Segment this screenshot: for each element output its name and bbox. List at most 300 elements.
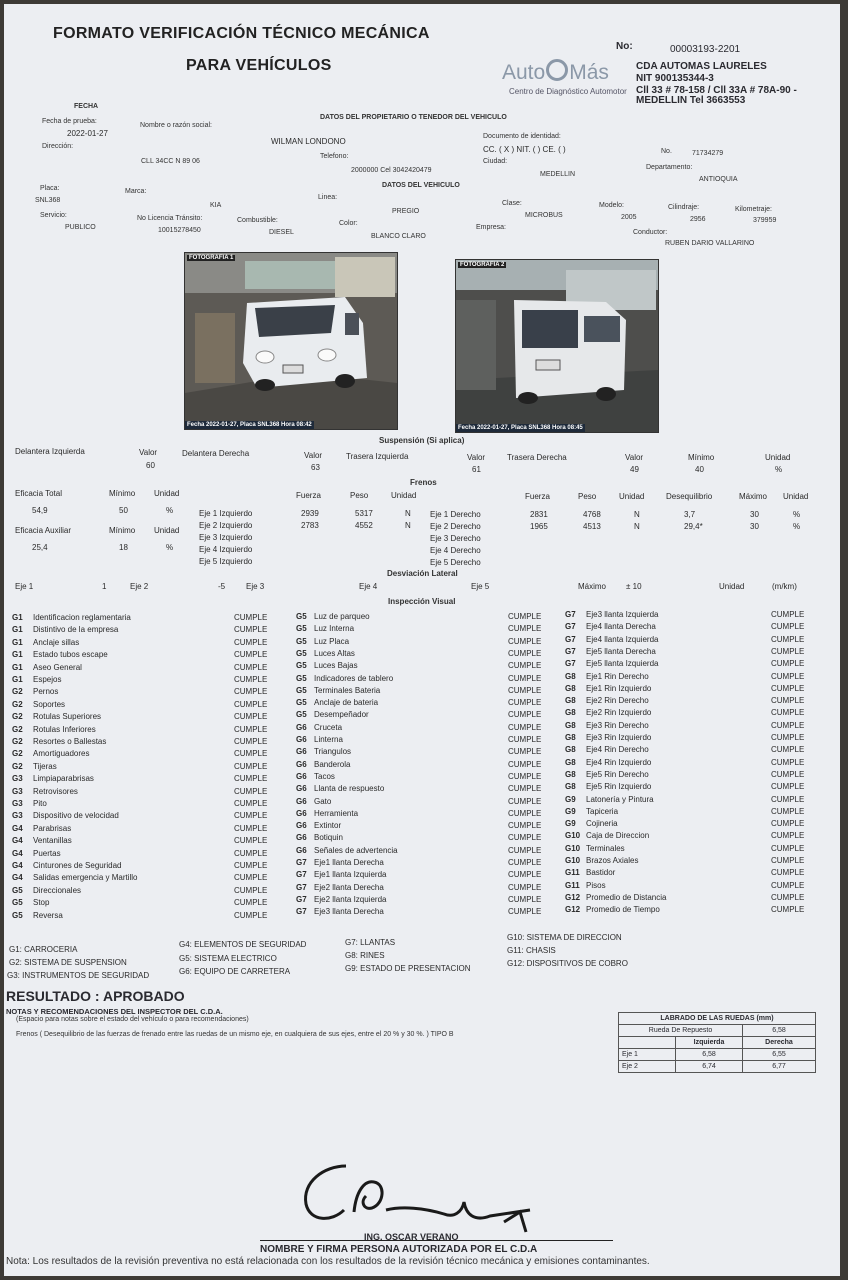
inspection-result: CUMPLE: [234, 886, 268, 895]
inspection-item: Eje5 llanta Derecha: [586, 647, 656, 656]
efic-aux-unit-label: Unidad: [154, 526, 180, 535]
inspection-item: Dispositivo de velocidad: [33, 811, 119, 820]
inspection-group: G1: [12, 613, 23, 622]
inspection-item: Amortiguadores: [33, 749, 90, 758]
document-sheet: [4, 4, 840, 1276]
inspection-result: CUMPLE: [771, 733, 805, 742]
desv-eje2-label: Eje 2: [130, 582, 149, 591]
inspection-result: CUMPLE: [234, 811, 268, 820]
brake-right-eje: Eje 1 Derecho: [430, 510, 481, 519]
legend-g4: G4: ELEMENTOS DE SEGURIDAD: [179, 940, 307, 949]
inspection-group: G8: [565, 721, 576, 730]
inspection-group: G5: [12, 898, 23, 907]
inspection-group: G10: [565, 844, 581, 853]
inspection-group: G4: [12, 849, 23, 858]
inspection-result: CUMPLE: [508, 735, 542, 744]
inspection-group: G6: [296, 760, 307, 769]
inspection-group: G1: [12, 625, 23, 634]
empresa-label: Empresa:: [476, 224, 506, 231]
inspection-result: CUMPLE: [771, 721, 805, 730]
inspection-item: Anclaje de bateria: [314, 698, 379, 707]
inspection-group: G6: [296, 735, 307, 744]
labrado-repuesto-label: Rueda De Repuesto: [619, 1025, 743, 1037]
fecha-heading: FECHA: [74, 103, 99, 110]
inspection-group: G11: [565, 881, 580, 890]
brake-right-p: 4513: [583, 522, 601, 531]
frenos-fuerza-right-label: Fuerza: [525, 492, 550, 501]
brake-left-f: 2939: [301, 509, 319, 518]
inspection-group: G7: [296, 895, 307, 904]
legend-g11: G11: CHASIS: [507, 946, 556, 955]
efic-aux-min-label: Mínimo: [109, 526, 136, 535]
frenos-peso-right-label: Peso: [578, 492, 597, 501]
inspection-result: CUMPLE: [508, 809, 542, 818]
cilindraje-value: 2956: [690, 216, 706, 223]
logo-text-b: Más: [569, 61, 609, 84]
clase-label: Clase:: [502, 200, 522, 207]
inspection-item: Eje1 llanta Izquierda: [314, 870, 387, 879]
inspection-item: Desempeñador: [314, 710, 369, 719]
servicio-label: Servicio:: [40, 212, 67, 219]
inspection-item: Ventanillas: [33, 836, 72, 845]
inspection-group: G5: [12, 886, 23, 895]
inspection-group: G4: [12, 873, 23, 882]
inspection-item: Pisos: [586, 881, 606, 890]
inspection-item: Eje1 Rin Derecho: [586, 672, 649, 681]
inspection-result: CUMPLE: [234, 749, 268, 758]
inspection-group: G7: [565, 647, 576, 656]
inspection-group: G2: [12, 737, 23, 746]
inspection-group: G3: [12, 787, 23, 796]
doc-types: CC. ( X ) NIT. ( ) CE. ( ): [483, 145, 566, 154]
susp-dd-value: 63: [311, 463, 320, 472]
inspection-result: CUMPLE: [771, 856, 805, 865]
inspection-group: G5: [296, 637, 307, 646]
inspection-result: CUMPLE: [771, 635, 805, 644]
inspection-group: G8: [565, 770, 576, 779]
linea-value: PREGIO: [392, 208, 420, 215]
desv-unidad-label: Unidad: [719, 582, 745, 591]
inspection-item: Soportes: [33, 700, 66, 709]
desv-eje4-label: Eje 4: [359, 582, 378, 591]
photo-2-caption: Fecha 2022-01-27, Placa SNL368 Hora 08:45: [458, 425, 583, 431]
doc-no-label: No.: [661, 148, 672, 155]
inspection-item: Eje5 Rin Derecho: [586, 770, 649, 779]
ciudad-value: MEDELLIN: [540, 171, 576, 178]
susp-td-valor-label: Valor: [625, 453, 644, 462]
inspection-item: Terminales Bateria: [314, 686, 381, 695]
inspection-group: G2: [12, 712, 23, 721]
inspection-item: Limpiaparabrisas: [33, 774, 94, 783]
fecha-prueba-label: Fecha de prueba:: [42, 118, 97, 125]
brake-right-mx: 30: [750, 522, 759, 531]
susp-di-label: Delantera Izquierda: [15, 447, 85, 456]
inspection-result: CUMPLE: [771, 819, 805, 828]
title-line-1: FORMATO VERIFICACIÓN TÉCNICO MECÁNICA: [53, 25, 430, 42]
labrado-izq-label: Izquierda: [676, 1037, 743, 1049]
legend-g1: G1: CARROCERIA: [9, 945, 78, 954]
inspection-group: G6: [296, 747, 307, 756]
frenos-title: Frenos: [410, 478, 437, 487]
legend-g10: G10: SISTEMA DE DIRECCION: [507, 933, 622, 942]
color-label: Color:: [339, 220, 358, 227]
inspection-item: Anclaje sillas: [33, 638, 80, 647]
inspection-result: CUMPLE: [234, 836, 268, 845]
inspection-group: G5: [12, 911, 23, 920]
inspection-result: CUMPLE: [508, 649, 542, 658]
legend-g5: G5: SISTEMA ELECTRICO: [179, 954, 277, 963]
labrado-eje1-label: Eje 1: [619, 1049, 676, 1061]
color-value: BLANCO CLARO: [371, 233, 426, 240]
inspection-result: CUMPLE: [234, 675, 268, 684]
signature-line: [260, 1240, 613, 1241]
brake-right-un: %: [793, 522, 801, 531]
inspection-group: G5: [296, 674, 307, 683]
inspection-result: CUMPLE: [771, 672, 805, 681]
inspection-item: Eje3 llanta Derecha: [314, 907, 384, 916]
inspection-group: G6: [296, 772, 307, 781]
brake-left-eje: Eje 3 Izquierdo: [199, 533, 253, 542]
inspection-group: G11: [565, 868, 580, 877]
inspection-group: G7: [296, 907, 307, 916]
brake-right-un: %: [793, 510, 801, 519]
inspection-group: G2: [12, 700, 23, 709]
inspection-group: G4: [12, 861, 23, 870]
desv-eje5-label: Eje 5: [471, 582, 490, 591]
inspection-result: CUMPLE: [508, 710, 542, 719]
brake-left-p: 5317: [355, 509, 373, 518]
susp-dd-valor-label: Valor: [304, 451, 323, 460]
inspection-result: CUMPLE: [508, 895, 542, 904]
photo-2-image: [456, 260, 658, 432]
placa-value: SNL368: [35, 197, 61, 204]
susp-minimo-value: 40: [695, 465, 704, 474]
marca-label: Marca:: [125, 188, 147, 195]
inspection-result: CUMPLE: [234, 911, 268, 920]
inspeccion-title: Inspección Visual: [388, 597, 456, 606]
nombre-label: Nombre o razón social:: [140, 122, 212, 129]
suspension-title: Suspensión (Si aplica): [379, 436, 465, 445]
legend-g9: G9: ESTADO DE PRESENTACION: [345, 964, 471, 973]
brake-right-d: 29,4*: [684, 522, 703, 531]
legend-g7: G7: LLANTAS: [345, 938, 396, 947]
resultado: [6, 988, 185, 1004]
inspection-result: CUMPLE: [508, 661, 542, 670]
inspection-group: G8: [565, 745, 576, 754]
inspection-result: CUMPLE: [508, 772, 542, 781]
inspection-group: G8: [565, 684, 576, 693]
inspection-result: CUMPLE: [771, 684, 805, 693]
inspection-group: G12: [565, 893, 581, 902]
inspection-item: Latonería y Pintura: [586, 795, 654, 804]
inspection-result: CUMPLE: [508, 784, 542, 793]
labrado-eje1-der: 6,55: [743, 1049, 816, 1061]
brake-right-d: 3,7: [684, 510, 696, 519]
inspection-item: Luces Altas: [314, 649, 355, 658]
desv-eje1-label: Eje 1: [15, 582, 34, 591]
inspection-group: G8: [565, 672, 576, 681]
inspection-item: Eje1 Rin Izquierdo: [586, 684, 652, 693]
labrado-table: [618, 1012, 816, 1073]
inspection-item: Pernos: [33, 687, 59, 696]
logo-text-a: Auto: [502, 61, 546, 84]
inspection-result: CUMPLE: [771, 610, 805, 619]
inspection-group: G5: [296, 686, 307, 695]
notas-subtitle: (Espacio para notas sobre el estado del vehículo o para recomendaciones): [16, 1016, 249, 1023]
inspection-item: Luz Placa: [314, 637, 350, 646]
inspection-result: CUMPLE: [508, 686, 542, 695]
inspection-item: Eje4 llanta Izquierda: [586, 635, 659, 644]
brake-left-u: N: [405, 509, 411, 518]
labrado-repuesto-value: 6,58: [743, 1025, 816, 1037]
inspection-item: Banderola: [314, 760, 351, 769]
photo-2: [455, 259, 659, 433]
inspection-result: CUMPLE: [234, 650, 268, 659]
clase-value: MICROBUS: [525, 212, 563, 219]
inspection-group: G6: [296, 809, 307, 818]
inspection-item: Parabrisas: [33, 824, 72, 833]
inspection-result: CUMPLE: [771, 696, 805, 705]
inspection-result: CUMPLE: [234, 762, 268, 771]
inspection-item: Luces Bajas: [314, 661, 358, 670]
brake-left-p: 4552: [355, 521, 373, 530]
marca-value: KIA: [210, 202, 222, 209]
inspection-group: G3: [12, 811, 23, 820]
desv-eje2-value: -5: [218, 582, 226, 591]
telefono-value: 2000000 Cel 3042420479: [351, 167, 432, 174]
desv-eje3-label: Eje 3: [246, 582, 265, 591]
frenos-fuerza-left-label: Fuerza: [296, 491, 321, 500]
legend-g8: G8: RINES: [345, 951, 385, 960]
inspection-item: Señales de advertencia: [314, 846, 398, 855]
combustible-label: Combustible:: [237, 217, 278, 224]
desviacion-title: Desviación Lateral: [387, 569, 458, 578]
inspection-item: Stop: [33, 898, 50, 907]
direccion-value: CLL 34CC N 89 06: [141, 158, 200, 165]
inspection-item: Eje2 Rin Derecho: [586, 696, 649, 705]
inspection-item: Bastidor: [586, 868, 616, 877]
inspection-result: CUMPLE: [508, 883, 542, 892]
inspection-result: CUMPLE: [508, 907, 542, 916]
legend-g2: G2: SISTEMA DE SUSPENSION: [9, 958, 127, 967]
cda-address-2: MEDELLIN Tel 3663553: [636, 95, 746, 106]
frenos-unidad-right-label: Unidad: [619, 492, 645, 501]
inspection-group: G8: [565, 782, 576, 791]
logo-gear-icon: [546, 59, 568, 81]
owner-heading: DATOS DEL PROPIETARIO O TENEDOR DEL VEHICULO: [320, 114, 507, 121]
inspection-group: G2: [12, 762, 23, 771]
inspection-result: CUMPLE: [234, 787, 268, 796]
efic-total-min-value: 50: [119, 506, 128, 515]
inspection-group: G7: [296, 858, 307, 867]
inspection-item: Direccionales: [33, 886, 82, 895]
inspection-item: Espejos: [33, 675, 62, 684]
inspection-item: Caja de Direccion: [586, 831, 650, 840]
inspection-item: Aseo General: [33, 663, 82, 672]
susp-ti-value: 61: [472, 465, 481, 474]
inspection-item: Eje3 Rin Izquierdo: [586, 733, 652, 742]
susp-ti-valor-label: Valor: [467, 453, 486, 462]
depto-value: ANTIOQUIA: [699, 176, 738, 183]
efic-aux-min-value: 18: [119, 543, 128, 552]
inspection-item: Estado tubos escape: [33, 650, 108, 659]
fecha-prueba-value: 2022-01-27: [67, 129, 108, 138]
photo-1-caption: Fecha 2022-01-27, Placa SNL368 Hora 08:42: [187, 422, 312, 428]
inspection-result: CUMPLE: [771, 868, 805, 877]
inspection-item: Botiquin: [314, 833, 343, 842]
inspection-result: CUMPLE: [771, 647, 805, 656]
inspection-group: G5: [296, 649, 307, 658]
inspection-result: CUMPLE: [508, 612, 542, 621]
inspection-item: Rotulas Inferiores: [33, 725, 96, 734]
desv-unidad-value: (m/km): [772, 582, 797, 591]
resultado-label: RESULTADO :: [6, 988, 100, 1004]
inspection-result: CUMPLE: [234, 613, 268, 622]
inspection-result: CUMPLE: [234, 712, 268, 721]
combustible-value: DIESEL: [269, 229, 294, 236]
inspection-result: CUMPLE: [508, 797, 542, 806]
doc-label: Documento de identidad:: [483, 133, 561, 140]
kilometraje-label: Kilometraje:: [735, 206, 772, 213]
desv-maximo-label: Máximo: [578, 582, 607, 591]
brake-right-eje: Eje 4 Derecho: [430, 546, 481, 555]
brake-right-u: N: [634, 522, 640, 531]
efic-aux-label: Eficacia Auxiliar: [15, 526, 72, 535]
brake-left-eje: Eje 2 Izquierdo: [199, 521, 253, 530]
inspection-group: G1: [12, 663, 23, 672]
cilindraje-label: Cilindraje:: [668, 204, 700, 211]
brake-left-u: N: [405, 521, 411, 530]
inspection-group: G1: [12, 675, 23, 684]
inspection-item: Pito: [33, 799, 47, 808]
inspection-group: G6: [296, 846, 307, 855]
inspection-item: Luz Interna: [314, 624, 355, 633]
inspection-group: G7: [296, 883, 307, 892]
brake-left-eje: Eje 5 Izquierdo: [199, 557, 253, 566]
licencia-label: No Licencia Tránsito:: [137, 215, 203, 222]
logo-subtitle: Centro de Diagnóstico Automotor: [509, 87, 627, 96]
placa-label: Placa:: [40, 185, 60, 192]
desv-maximo-value: ± 10: [626, 582, 642, 591]
inspection-result: CUMPLE: [771, 795, 805, 804]
inspection-group: G7: [565, 622, 576, 631]
susp-unidad-value: %: [775, 465, 783, 474]
susp-di-value: 60: [146, 461, 155, 470]
inspection-item: Eje2 Rin Izquierdo: [586, 708, 652, 717]
inspection-result: CUMPLE: [508, 846, 542, 855]
direccion-label: Dirección:: [42, 143, 74, 150]
conductor-label: Conductor:: [633, 229, 668, 236]
inspection-item: Reversa: [33, 911, 63, 920]
linea-label: Linea:: [318, 194, 338, 201]
conductor-value: RUBEN DARIO VALLARINO: [665, 240, 755, 247]
brake-left-f: 2783: [301, 521, 319, 530]
inspection-group: G7: [565, 610, 576, 619]
brake-right-eje: Eje 2 Derecho: [430, 522, 481, 531]
labrado-eje2-izq: 6,74: [676, 1061, 743, 1073]
inspection-item: Eje4 Rin Derecho: [586, 745, 649, 754]
efic-aux-value: 25,4: [32, 543, 48, 552]
efic-total-min-label: Mínimo: [109, 489, 136, 498]
inspection-result: CUMPLE: [771, 905, 805, 914]
vehicle-heading: DATOS DEL VEHICULO: [382, 182, 460, 189]
inspection-item: Triangulos: [314, 747, 352, 756]
ciudad-label: Ciudad:: [483, 158, 508, 165]
inspection-result: CUMPLE: [234, 625, 268, 634]
frenos-unidad-left-label: Unidad: [391, 491, 417, 500]
inspection-result: CUMPLE: [771, 831, 805, 840]
inspection-result: CUMPLE: [234, 700, 268, 709]
photo-1: [184, 252, 398, 430]
inspection-result: CUMPLE: [234, 849, 268, 858]
legend-g6: G6: EQUIPO DE CARRETERA: [179, 967, 291, 976]
inspection-result: CUMPLE: [508, 624, 542, 633]
inspection-group: G1: [12, 650, 23, 659]
efic-total-label: Eficacia Total: [15, 489, 62, 498]
inspection-item: Cruceta: [314, 723, 343, 732]
inspection-result: CUMPLE: [234, 861, 268, 870]
cda-name: CDA AUTOMAS LAURELES: [636, 61, 767, 72]
inspection-group: G4: [12, 824, 23, 833]
efic-total-value: 54,9: [32, 506, 48, 515]
inspection-result: CUMPLE: [508, 833, 542, 842]
inspection-group: G6: [296, 784, 307, 793]
photo-1-label: FOTOGRAFIA 1: [189, 255, 234, 261]
labrado-eje2-der: 6,77: [743, 1061, 816, 1073]
inspection-group: G8: [565, 708, 576, 717]
inspection-group: G2: [12, 725, 23, 734]
inspection-result: CUMPLE: [771, 770, 805, 779]
susp-minimo-label: Mínimo: [688, 453, 715, 462]
inspection-result: CUMPLE: [508, 760, 542, 769]
inspection-group: G2: [12, 749, 23, 758]
susp-ti-label: Trasera Izquierda: [346, 452, 409, 461]
inspection-item: Extintor: [314, 821, 342, 830]
inspection-group: G7: [565, 635, 576, 644]
brake-right-u: N: [634, 510, 640, 519]
inspection-result: CUMPLE: [234, 873, 268, 882]
inspection-result: CUMPLE: [771, 708, 805, 717]
legend-g3: G3: INSTRUMENTOS DE SEGURIDAD: [7, 971, 150, 980]
efic-total-unit-label: Unidad: [154, 489, 180, 498]
doc-no-value: 71734279: [692, 150, 724, 157]
cda-address-1: Cll 33 # 78-158 / Cll 33A # 78A-90 -: [636, 85, 797, 96]
inspection-result: CUMPLE: [508, 674, 542, 683]
inspection-group: G9: [565, 795, 576, 804]
susp-dd-label: Delantera Derecha: [182, 449, 250, 458]
signature-caption: NOMBRE Y FIRMA PERSONA AUTORIZADA POR EL C.D.A: [260, 1244, 538, 1255]
brake-right-p: 4768: [583, 510, 601, 519]
inspection-group: G5: [296, 698, 307, 707]
inspection-item: Terminales: [586, 844, 625, 853]
inspection-item: Rotulas Superiores: [33, 712, 102, 721]
inspection-group: G10: [565, 831, 581, 840]
frenos-maximo-label: Máximo: [739, 492, 768, 501]
inspection-result: CUMPLE: [234, 725, 268, 734]
inspection-result: CUMPLE: [771, 622, 805, 631]
inspection-item: Distintivo de la empresa: [33, 625, 119, 634]
inspection-item: Eje4 llanta Derecha: [586, 622, 656, 631]
resultado-value: APROBADO: [102, 988, 185, 1004]
inspection-result: CUMPLE: [771, 745, 805, 754]
frenos-desequilibrio-label: Desequilibrio: [666, 492, 713, 501]
notas-title: NOTAS Y RECOMENDACIONES DEL INSPECTOR DEL C.D.A.: [6, 1007, 223, 1016]
inspection-result: CUMPLE: [234, 774, 268, 783]
inspection-item: Puertas: [33, 849, 61, 858]
inspection-group: G4: [12, 836, 23, 845]
inspection-item: Eje2 llanta Derecha: [314, 883, 384, 892]
inspection-result: CUMPLE: [234, 638, 268, 647]
